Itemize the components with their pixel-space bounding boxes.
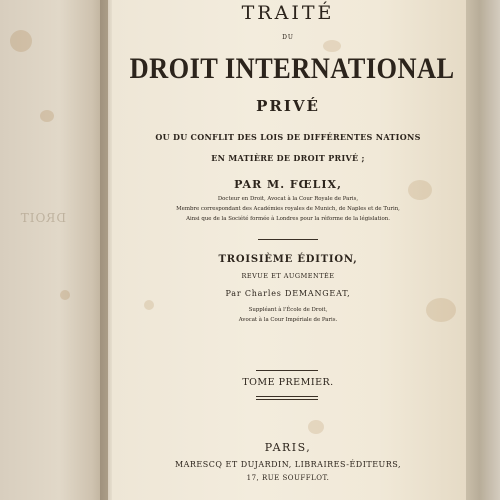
author-credential: Docteur en Droit, Avocat à la Cour Royale de Paris,	[217, 196, 359, 202]
divider-rule	[256, 396, 318, 397]
divider-rule	[256, 370, 318, 371]
volume-label: TOME PREMIER.	[242, 377, 334, 388]
foxing-spot	[40, 110, 54, 122]
imprint-city: PARIS,	[264, 441, 312, 454]
divider-rule	[256, 399, 318, 400]
reviser-credential: Avocat à la Cour Impériale de Paris.	[238, 317, 338, 323]
edition-note: REVUE ET AUGMENTÉE	[241, 272, 335, 280]
reviser-name: Par Charles DEMANGEAT,	[225, 289, 351, 298]
reviser-credential: Suppléant à l'École de Droit,	[248, 307, 328, 313]
page-edges	[466, 0, 500, 500]
edition-label: TROISIÈME ÉDITION,	[218, 254, 358, 265]
imprint-publisher: MARESCQ ET DUJARDIN, LIBRAIRES-ÉDITEURS,	[174, 460, 402, 469]
bleed-through-text: DROIT	[19, 211, 66, 225]
foxing-spot	[308, 420, 324, 434]
divider-rule	[258, 239, 318, 240]
subtitle-line-2: EN MATIÈRE DE DROIT PRIVÉ ;	[211, 153, 365, 163]
imprint-address: 17, RUE SOUFFLOT.	[246, 474, 330, 482]
book-gutter	[100, 0, 112, 500]
foxing-spot	[323, 40, 341, 52]
subtitle-line-1: OU DU CONFLIT DES LOIS DE DIFFÉRENTES NATIONS	[155, 132, 421, 142]
main-title: DROIT INTERNATIONAL	[129, 52, 455, 85]
author-name: PAR M. FŒLIX,	[234, 178, 342, 191]
author-credential: Membre correspondant des Académies royales de Munich, de Naples et de Turin,	[176, 206, 400, 212]
title-du: DU	[282, 34, 294, 41]
left-leaf	[0, 0, 108, 500]
title-prive: PRIVÉ	[256, 97, 320, 115]
foxing-spot	[60, 290, 70, 300]
title-traite: TRAITÉ	[241, 2, 335, 24]
author-credential: Ainsi que de la Société formée à Londres pour la réforme de la législation.	[186, 216, 390, 222]
foxing-spot	[10, 30, 32, 52]
